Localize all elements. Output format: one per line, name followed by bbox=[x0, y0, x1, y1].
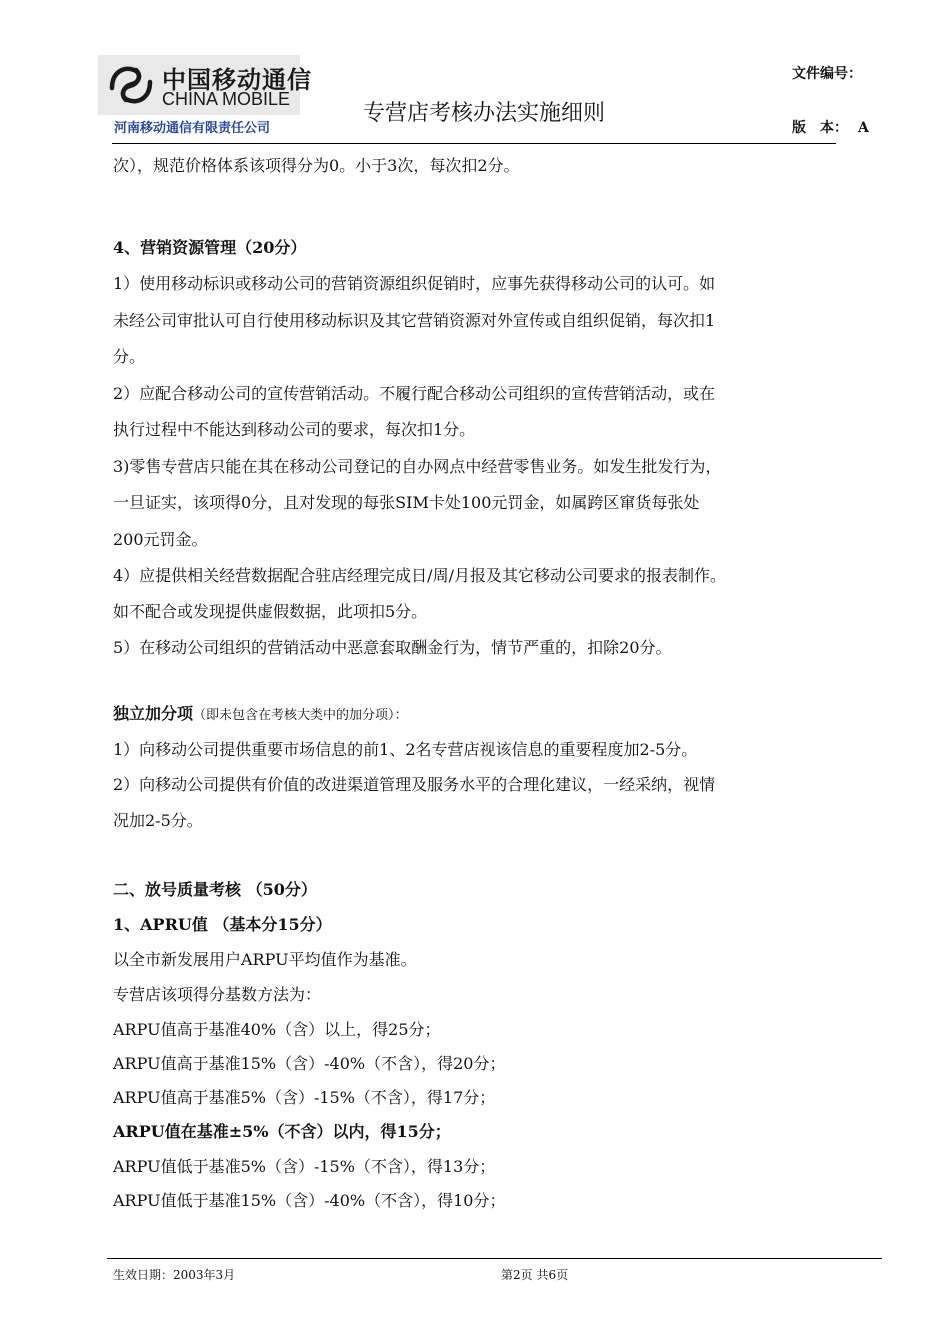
logo-chinese-text: 中国移动通信 bbox=[162, 66, 312, 94]
body-line: ARPU值高于基准40%（含）以上，得25分； bbox=[113, 1020, 441, 1039]
company-name: 河南移动通信有限责任公司 bbox=[114, 121, 271, 136]
effective-date: 生效日期：2003年3月 bbox=[113, 1268, 236, 1282]
body-line: 况加2-5分。 bbox=[113, 811, 203, 830]
body-line: 2）向移动公司提供有价值的改进渠道管理及服务水平的合理化建议，一经采纳，视情 bbox=[113, 775, 716, 794]
body-line-emphasis: ARPU值在基准±5%（不含）以内，得15分； bbox=[113, 1122, 451, 1141]
china-mobile-logo-icon bbox=[104, 58, 158, 112]
bonus-heading-title: 独立加分项 bbox=[113, 704, 194, 723]
body-line: 执行过程中不能达到移动公司的要求，每次扣1分。 bbox=[113, 420, 476, 439]
subsection-heading: 1、APRU值 （基本分15分） bbox=[113, 915, 332, 934]
body-line: 如不配合或发现提供虚假数据，此项扣5分。 bbox=[113, 602, 428, 621]
body-line: 以全市新发展用户ARPU平均值作为基准。 bbox=[113, 950, 417, 969]
body-line: 2）应配合移动公司的宣传营销活动。不履行配合移动公司组织的宣传营销活动，或在 bbox=[113, 384, 716, 403]
section-heading: 4、营销资源管理（20分） bbox=[113, 238, 307, 257]
page-number: 第2页 共6页 bbox=[501, 1268, 569, 1282]
body-line: ARPU值低于基准15%（含）-40%（不含），得10分； bbox=[113, 1191, 506, 1210]
body-line: 专营店该项得分基数方法为： bbox=[113, 985, 322, 1004]
logo-english-text: CHINA MOBILE bbox=[162, 89, 291, 109]
body-line: 3)零售专营店只能在其在移动公司登记的自办网点中经营零售业务。如发生批发行为， bbox=[113, 457, 722, 476]
section-heading: 二、放号质量考核 （50分） bbox=[113, 880, 317, 899]
body-line: 1）使用移动标识或移动公司的营销资源组织促销时，应事先获得移动公司的认可。如 bbox=[113, 274, 716, 293]
body-line: 未经公司审批认可自行使用移动标识及其它营销资源对外宣传或自组织促销，每次扣1 bbox=[113, 311, 716, 330]
bonus-heading-note: （即未包含在考核大类中的加分项）： bbox=[193, 708, 408, 723]
body-line: 分。 bbox=[113, 347, 146, 366]
footer-divider bbox=[107, 1258, 882, 1259]
body-line: 200元罚金。 bbox=[113, 530, 208, 549]
body-line: 4）应提供相关经营数据配合驻店经理完成日/周/月报及其它移动公司要求的报表制作。 bbox=[113, 566, 726, 585]
body-line: 次），规范价格体系该项得分为0。小于3次，每次扣2分。 bbox=[113, 156, 520, 175]
body-line: ARPU值高于基准5%（含）-15%（不含），得17分； bbox=[113, 1088, 496, 1107]
body-line: 1）向移动公司提供重要市场信息的前1、2名专营店视该信息的重要程度加2-5分。 bbox=[113, 740, 698, 759]
bonus-heading bbox=[113, 704, 408, 726]
document-title: 专营店考核办法实施细则 bbox=[363, 101, 606, 126]
header-divider bbox=[112, 143, 836, 144]
version-info bbox=[792, 117, 869, 137]
version-value: A bbox=[858, 120, 869, 136]
body-line: 5）在移动公司组织的营销活动中恶意套取酬金行为，情节严重的，扣除20分。 bbox=[113, 638, 672, 657]
body-line: 一旦证实，该项得0分，且对发现的每张SIM卡处100元罚金，如属跨区窜货每张处 bbox=[113, 493, 700, 512]
body-line: ARPU值低于基准5%（含）-15%（不含），得13分； bbox=[113, 1157, 496, 1176]
file-number-label: 文件编号： bbox=[792, 66, 862, 82]
version-label: 版 本： bbox=[792, 120, 848, 136]
body-line: ARPU值高于基准15%（含）-40%（不含），得20分； bbox=[113, 1054, 506, 1073]
